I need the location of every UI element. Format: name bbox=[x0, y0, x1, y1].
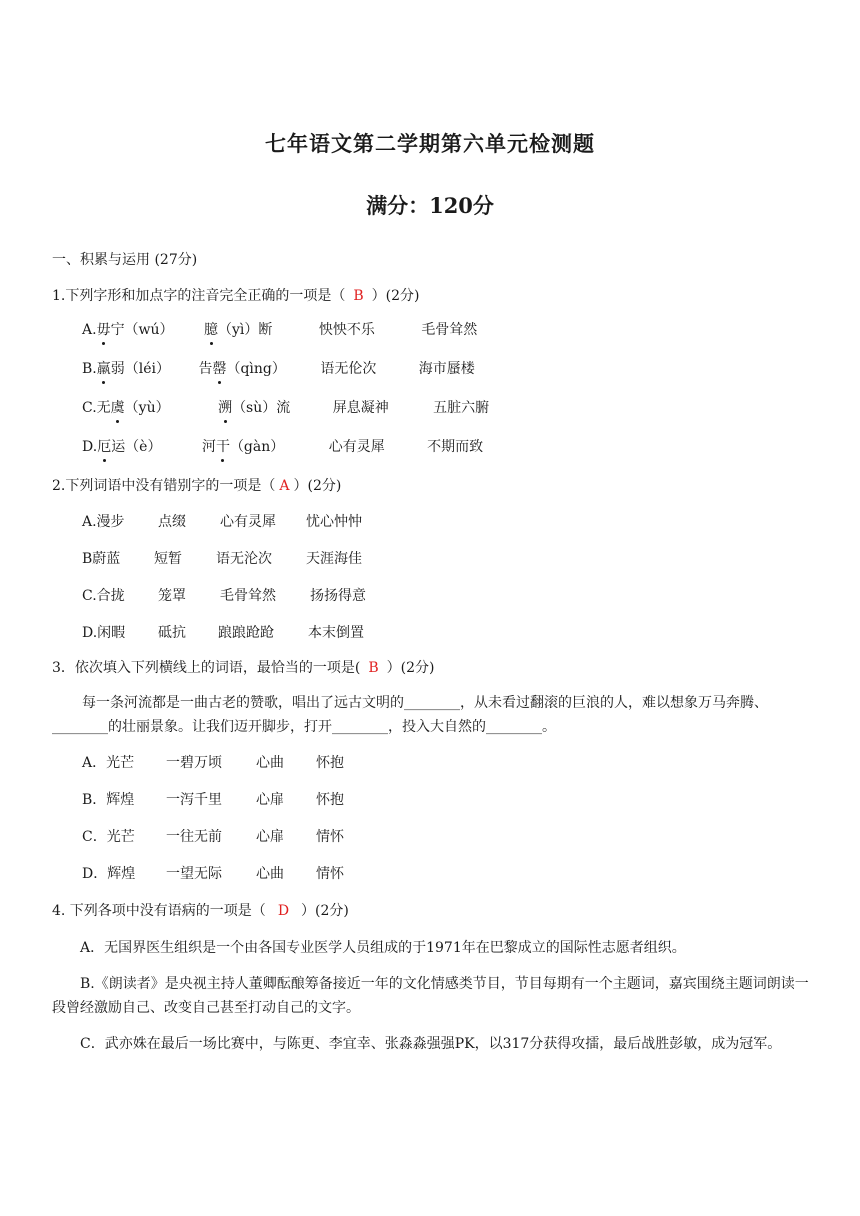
q2d-w4: 本末倒置 bbox=[308, 625, 364, 641]
q2-answer: A bbox=[279, 478, 290, 494]
q3a-w2: 一碧万顷 bbox=[166, 755, 222, 771]
q3-option-a bbox=[82, 753, 344, 773]
q2a-w1: A.漫步 bbox=[82, 514, 125, 530]
q1-stem-b: ）(2分) bbox=[371, 288, 420, 304]
q3d-w1: D．辉煌 bbox=[82, 866, 136, 882]
q1-option-a bbox=[82, 320, 477, 340]
q1d-dotted-char: 厄 bbox=[97, 439, 112, 455]
q3d-w3: 心曲 bbox=[256, 866, 284, 882]
q2b-w1: B蔚蓝 bbox=[82, 551, 121, 567]
q4-answer: D bbox=[277, 903, 290, 919]
q4-option-c: C．武亦姝在最后一场比赛中，与陈更、李宜幸、张淼淼强强PK，以317分获得攻擂，最后战胜彭敏，成为冠军。 bbox=[80, 1036, 782, 1052]
q1c-dotted-char: 虞 bbox=[110, 400, 125, 416]
q1b-dotted-char-2: 罄 bbox=[212, 361, 227, 377]
q1d-word1-rest: 运（è） bbox=[111, 439, 162, 455]
q3a-w4: 怀抱 bbox=[316, 755, 344, 771]
exam-title: 七年语文第二学期第六单元检测题 bbox=[265, 131, 595, 156]
q3d-w4: 情怀 bbox=[316, 866, 344, 882]
q3-stem-b: ）(2分) bbox=[386, 660, 435, 676]
q3b-w2: 一泻千里 bbox=[166, 792, 222, 808]
q1b-word1-rest: 弱（léi） bbox=[110, 361, 170, 377]
section-heading: 一、积累与运用 (27分) bbox=[52, 252, 198, 268]
q3c-w4: 情怀 bbox=[316, 829, 344, 845]
q4-option-b: B.《朗读者》是央视主持人董卿酝酿筹备接近一年的文化情感类节目，节目每期有一个主题词，嘉宾围绕主题词朗读一段曾经激励自己、改变自己甚至打动自己的文字。 bbox=[52, 976, 809, 1016]
q2d-w3: 踉踉跄跄 bbox=[218, 625, 274, 641]
q3-option-d bbox=[82, 864, 344, 884]
q2c-w3: 毛骨耸然 bbox=[220, 588, 276, 604]
q2b-w2: 短暂 bbox=[154, 551, 182, 567]
q1-option-b bbox=[82, 359, 475, 379]
q3-answer: B bbox=[368, 660, 379, 676]
q2c-w4: 扬扬得意 bbox=[310, 588, 366, 604]
q1d-word3: 心有灵犀 bbox=[328, 439, 385, 455]
q1d-word2-rest: （gàn） bbox=[229, 439, 285, 455]
q2a-w4: 忧心忡忡 bbox=[306, 514, 362, 530]
q2a-w2: 点缀 bbox=[158, 514, 186, 530]
q2-option-d bbox=[82, 623, 364, 643]
q1b-word4: 海市蜃楼 bbox=[418, 361, 475, 377]
q2a-w3: 心有灵犀 bbox=[220, 514, 276, 530]
q1c-word2-rest: （sù）流 bbox=[232, 400, 291, 416]
question-2-stem bbox=[52, 476, 341, 496]
q2b-w4: 天涯海佳 bbox=[306, 551, 362, 567]
q1a-word2-rest: （yì）断 bbox=[218, 322, 273, 338]
q2-option-a bbox=[82, 512, 362, 532]
full-score: 满分：120分 bbox=[366, 193, 494, 218]
q1c-label: C. bbox=[82, 400, 97, 416]
q1b-label: B. bbox=[82, 361, 97, 377]
q3-stem-a: 3．依次填入下列横线上的词语，最恰当的一项是( bbox=[52, 660, 361, 676]
q2-stem-a: 2.下列词语中没有错别字的一项是（ bbox=[52, 478, 276, 494]
q1b-word3: 语无伦次 bbox=[320, 361, 377, 377]
question-1-stem bbox=[52, 286, 420, 306]
q4-stem-b: ）(2分) bbox=[301, 903, 349, 919]
q3-option-c bbox=[82, 827, 344, 847]
q1-stem-a: 1.下列字形和加点字的注音完全正确的一项是（ bbox=[52, 288, 346, 304]
q1d-word2-start: 河 bbox=[201, 439, 216, 455]
q3a-w1: A．光芒 bbox=[82, 755, 135, 771]
q2c-w2: 笼罩 bbox=[158, 588, 186, 604]
q3b-w4: 怀抱 bbox=[316, 792, 344, 808]
q1b-dotted-char: 羸 bbox=[96, 361, 111, 377]
q1a-word3: 怏怏不乐 bbox=[318, 322, 375, 338]
q1a-word1-rest: 宁（wú） bbox=[110, 322, 174, 338]
q3c-w3: 心扉 bbox=[256, 829, 284, 845]
q1d-label: D. bbox=[82, 439, 98, 455]
q1-option-c bbox=[82, 398, 489, 418]
q3a-w3: 心曲 bbox=[256, 755, 284, 771]
q1c-word4: 五脏六腑 bbox=[433, 400, 490, 416]
q2-stem-b: ）(2分) bbox=[293, 478, 342, 494]
q2-option-c bbox=[82, 586, 366, 606]
q1b-word2-rest: （qìng） bbox=[226, 361, 286, 377]
q2b-w3: 语无沦次 bbox=[216, 551, 272, 567]
q1c-word1-start: 无 bbox=[96, 400, 111, 416]
q3-passage-line-2: ________的壮丽景象。让我们迈开脚步，打开________，投入大自然的________。 bbox=[52, 719, 556, 735]
q2d-w1: D.闲暇 bbox=[82, 625, 126, 641]
q3c-w2: 一往无前 bbox=[166, 829, 222, 845]
q3b-w3: 心扉 bbox=[256, 792, 284, 808]
question-3-stem bbox=[52, 658, 435, 678]
q3c-w1: C．光芒 bbox=[82, 829, 135, 845]
q1d-word4: 不期而致 bbox=[427, 439, 484, 455]
question-4-stem bbox=[52, 901, 349, 921]
q2d-w2: 砥抗 bbox=[158, 625, 186, 641]
q1a-word4: 毛骨耸然 bbox=[421, 322, 478, 338]
q1-answer: B bbox=[353, 288, 364, 304]
q4-option-a: A．无国界医生组织是一个由各国专业医学人员组成的于1971年在巴黎成立的国际性志愿者组织。 bbox=[80, 940, 686, 956]
q1c-word3: 屏息凝神 bbox=[332, 400, 389, 416]
q3-option-b bbox=[82, 790, 344, 810]
q3b-w1: B．辉煌 bbox=[82, 792, 135, 808]
q1b-word2-start: 告 bbox=[198, 361, 213, 377]
q1a-label: A. bbox=[82, 322, 97, 338]
q2-option-b bbox=[82, 549, 362, 569]
q3-passage-line-1: 每一条河流都是一曲古老的赞歌，唱出了远古文明的________，从未看过翻滚的巨浪的人，难以想象万马奔腾、 bbox=[82, 695, 768, 711]
q3d-w2: 一望无际 bbox=[166, 866, 222, 882]
q1c-word1-rest: （yù） bbox=[124, 400, 170, 416]
q1-option-d bbox=[82, 437, 483, 457]
q1a-dotted-char: 毋 bbox=[96, 322, 111, 338]
q4-stem-a: 4. 下列各项中没有语病的一项是（ bbox=[52, 903, 266, 919]
q1d-dotted-char-2: 干 bbox=[215, 439, 230, 455]
q1c-dotted-char-2: 溯 bbox=[218, 400, 233, 416]
q2c-w1: C.合拢 bbox=[82, 588, 125, 604]
q1a-dotted-char-2: 臆 bbox=[204, 322, 219, 338]
